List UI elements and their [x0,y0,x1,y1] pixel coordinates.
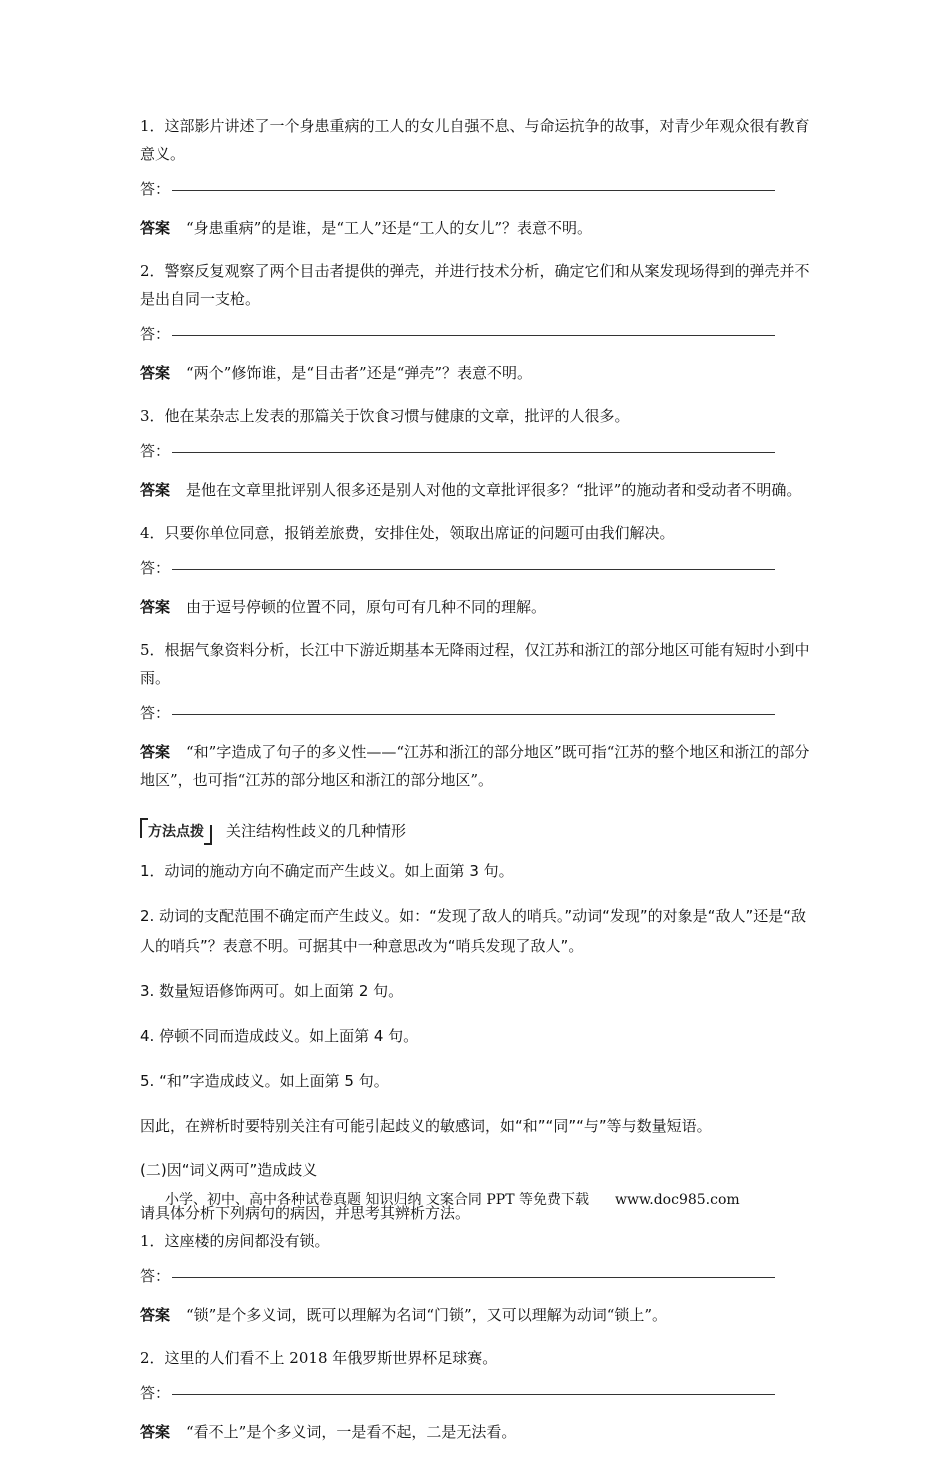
blank-line [172,1277,775,1278]
blank-line [172,452,775,453]
answer-text: 是他在文章里批评别人很多还是别人对他的文章批评很多？“批评”的施动者和受动者不明确。 [186,481,802,499]
answer-label: 答案 [140,364,171,382]
answer-label: 答案 [140,598,171,616]
answer-paragraph [140,593,820,621]
blank-line [172,190,775,191]
page-footer [165,1189,740,1209]
answer-label: 答案 [140,481,171,499]
method-rules [140,856,820,1141]
blank-label: 答： [140,1384,171,1402]
footer-site-link[interactable]: www.doc985.com [614,1192,740,1208]
answer-paragraph [140,738,820,794]
blank-line [172,714,775,715]
blank-label: 答： [140,704,171,722]
blank-line [172,569,775,570]
answer-text: “锁”是个多义词，既可以理解为名词“门锁”，又可以理解为动词“锁上”。 [186,1306,668,1324]
answer-blank[interactable] [140,1255,820,1286]
blank-line [172,1394,775,1395]
method-tip-header [140,809,820,841]
blank-label: 答： [140,559,171,577]
answer-text: “两个”修饰谁，是“目击者”还是“弹壳”？表意不明。 [186,364,533,382]
footer-text: 小学、初中、高中各种试卷真题 知识归纳 文案合同 PPT 等免费下载 [165,1192,589,1208]
question-text: 4．只要你单位同意，报销差旅费，安排住处，领取出席证的问题可由我们解决。 [140,524,675,542]
answer-text: “和”字造成了句子的多义性——“江苏和浙江的部分地区”既可指“江苏的整个地区和浙江的部分地区”，也可指“江苏的部分地区和浙江的部分地区”。 [140,743,810,789]
section-heading: (二)因“词义两可”造成歧义 [140,1161,318,1179]
rule-item: 1．动词的施动方向不确定而产生歧义。如上面第 3 句。 [140,862,514,880]
method-summary: 因此，在辨析时要特别关注有可能引起歧义的敏感词，如“和”“同”“与”等与数量短语。 [140,1117,712,1135]
question-item [140,519,820,621]
method-tip-tag: 方法点拨 [140,821,212,841]
answer-label: 答案 [140,219,171,237]
question-text: 2．警察反复观察了两个目击者提供的弹壳，并进行技术分析，确定它们和从案发现场得到的弹壳并不是出自同一支枪。 [140,262,810,308]
blank-label: 答： [140,1267,171,1285]
answer-paragraph [140,359,820,387]
question-text: 2．这里的人们看不上 2018 年俄罗斯世界杯足球赛。 [140,1349,498,1367]
question-item [140,1344,820,1446]
answer-blank[interactable] [140,1372,820,1403]
answer-label: 答案 [140,743,171,761]
question-item [140,636,820,794]
question-text: 1．这部影片讲述了一个身患重病的工人的女儿自强不息、与命运抗争的故事，对青少年观众很有教育意义。 [140,117,810,163]
blank-label: 答： [140,180,171,198]
answer-paragraph [140,214,820,242]
answer-text: “身患重病”的是谁，是“工人”还是“工人的女儿”？表意不明。 [186,219,593,237]
rule-item: 3. 数量短语修饰两可。如上面第 2 句。 [140,982,404,1000]
blank-label: 答： [140,442,171,460]
question-text: 3．他在某杂志上发表的那篇关于饮食习惯与健康的文章，批评的人很多。 [140,407,630,425]
answer-text: 由于逗号停顿的位置不同，原句可有几种不同的理解。 [186,598,547,616]
rule-item: 4. 停顿不同而造成歧义。如上面第 4 句。 [140,1027,419,1045]
document-body [140,112,820,1461]
rule-item: 2. 动词的支配范围不确定而产生歧义。如：“发现了敌人的哨兵。”动词“发现”的对象是“敌人”还是“敌人的哨兵”？表意不明。可据其中一种意思改为“哨兵发现了敌人”。 [140,907,806,955]
answer-label: 答案 [140,1423,171,1441]
answer-paragraph [140,476,820,504]
answer-blank[interactable] [140,547,820,578]
answer-blank[interactable] [140,313,820,344]
answer-blank[interactable] [140,430,820,461]
answer-paragraph [140,1418,820,1446]
answer-blank[interactable] [140,692,820,723]
section-intro: 请具体分析下列病句的病因，并思考其辨析方法。 [140,1204,471,1222]
answer-label: 答案 [140,1306,171,1324]
answer-blank[interactable] [140,168,820,199]
question-text: 1．这座楼的房间都没有锁。 [140,1232,330,1250]
question-item [140,257,820,387]
question-item [140,402,820,504]
rule-item: 5. “和”字造成歧义。如上面第 5 句。 [140,1072,389,1090]
answer-text: “看不上”是个多义词，一是看不起，二是无法看。 [186,1423,517,1441]
question-text: 5．根据气象资料分析，长江中下游近期基本无降雨过程，仅江苏和浙江的部分地区可能有短时小到中雨。 [140,641,810,687]
method-tip-title: 关注结构性歧义的几种情形 [226,822,407,840]
answer-paragraph [140,1301,820,1329]
question-item [140,1227,820,1329]
blank-label: 答： [140,325,171,343]
blank-line [172,335,775,336]
question-item [140,112,820,242]
